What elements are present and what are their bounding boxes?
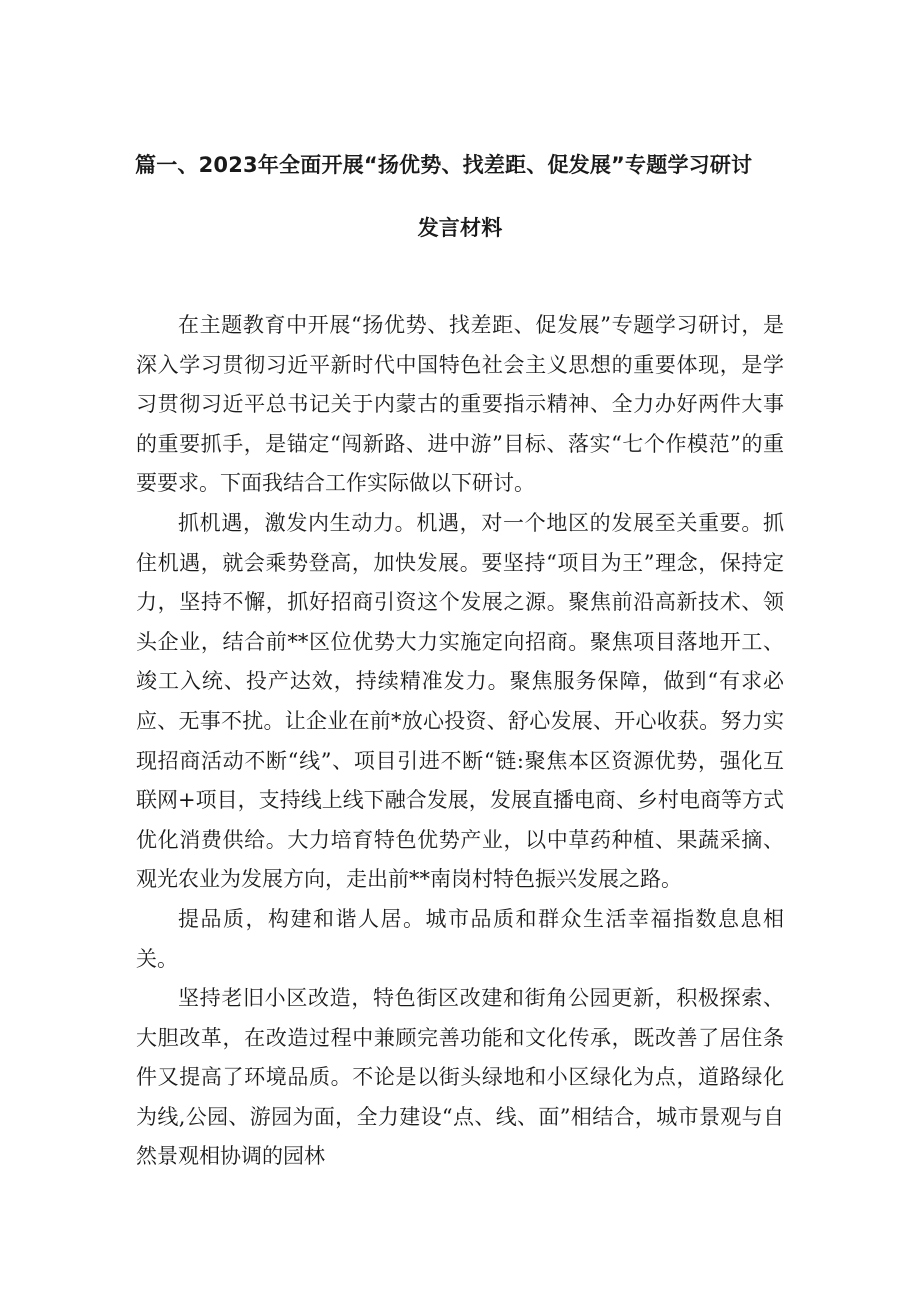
document-body — [136, 306, 784, 1177]
paragraph-opportunity: 抓机遇，激发内生动力。机遇，对一个地区的发展至关重要。抓住机遇，就会乘势登高，加快发展。要坚持“项目为王”理念，保持定力，坚持不懈，抓好招商引资这个发展之源。聚焦前沿高新技术、领头企业，结合前**区位优势大力实施定向招商。聚焦项目落地开工、竣工入统、投产达效，持续精准发力。聚焦服务保障，做到“有求必应、无事不扰。让企业在前*放心投资、舒心发展、开心收获。努力实现招商活动不断“线”、项目引进不断“链:聚焦本区资源优势，强化互联网+项目，支持线上线下融合发展，发展直播电商、乡村电商等方式优化消费供给。大力培育特色优势产业，以中草药种植、果蔬采摘、观光农业为发展方向，走出前**南岗村特色振兴发展之路。 — [136, 510, 784, 892]
paragraph-intro: 在主题教育中开展“扬优势、找差距、促发展”专题学习研讨，是深入学习贯彻习近平新时代中国特色社会主义思想的重要体现，是学习贯彻习近平总书记关于内蒙古的重要指示精神、全力办好两件大事的重要抓手，是锚定“闯新路、进中游”目标、落实“七个作模范”的重要要求。下面我结合工作实际做以下研讨。 — [136, 313, 784, 496]
document-title-line-2: 发言材料 — [417, 216, 503, 240]
paragraph-quality-heading: 提品质，构建和谐人居。城市品质和群众生活幸福指数息息相关。 — [136, 906, 784, 971]
document-title-line-1: 篇一、2023年全面开展“扬优势、找差距、促发展”专题学习研讨 — [135, 153, 753, 177]
paragraph-renovation: 坚持老旧小区改造，特色街区改建和街角公园更新，积极探索、大胆改革，在改造过程中兼顾完善功能和文化传承，既改善了居住条件又提高了环境品质。不论是以街头绿地和小区绿化为点，道路绿化为线,公园、游园为面，全力建设“点、线、面”相结合，城市景观与自然景观相协调的园林 — [136, 986, 784, 1169]
